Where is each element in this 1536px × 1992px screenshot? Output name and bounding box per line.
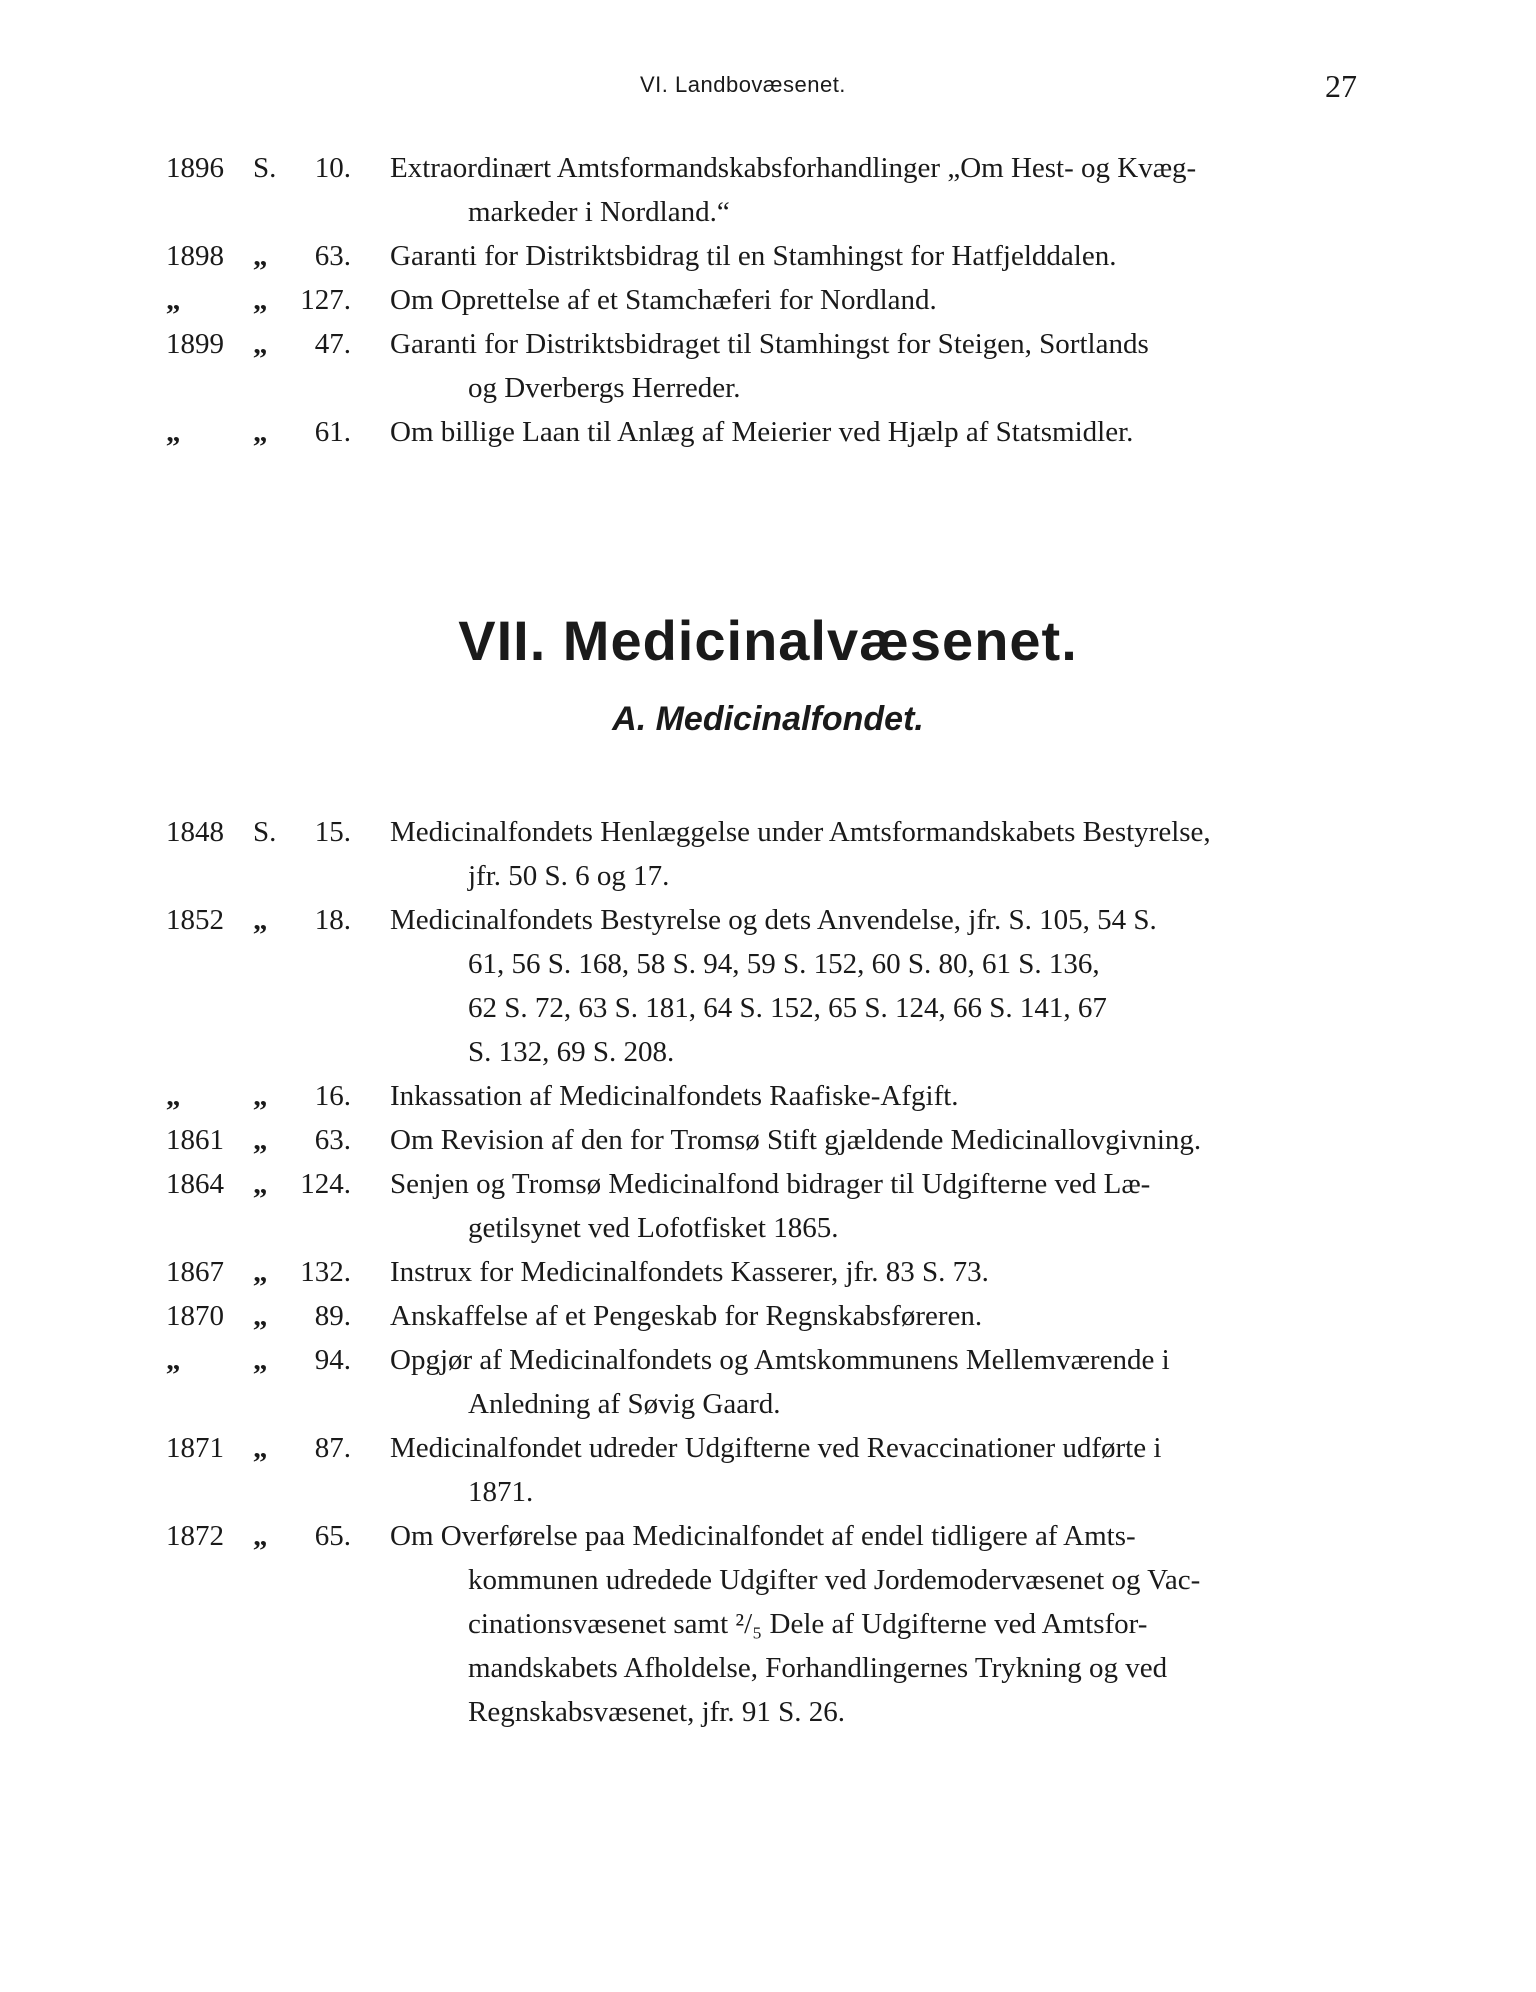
entry-text-line: Regnskabsvæsenet, jfr. 91 S. 26. <box>468 1696 845 1728</box>
list-item <box>0 1250 1536 1294</box>
entry-number: 132. <box>300 1256 351 1288</box>
list-item <box>0 1118 1536 1162</box>
entry-text <box>390 322 1360 410</box>
entry-text <box>390 410 1360 454</box>
entry-text <box>390 1074 1360 1118</box>
entry-number: 65. <box>314 1520 351 1552</box>
entry-session: S. <box>253 816 277 848</box>
entry-text-line: S. 132, 69 S. 208. <box>468 1036 675 1068</box>
entry-session: „ <box>253 240 268 272</box>
entry-text-line: Om Revision af den for Tromsø Stift gjældende Medicinallovgivning. <box>390 1124 1202 1156</box>
entry-number: 10. <box>314 152 351 184</box>
entry-session: „ <box>253 1168 268 1200</box>
list-item <box>0 1426 1536 1514</box>
entry-session: S. <box>253 152 277 184</box>
entry-text-line: Senjen og Tromsø Medicinalfond bidrager til Udgifterne ved Læ- <box>390 1168 1151 1200</box>
entry-number: 63. <box>314 240 351 272</box>
entry-year: „ <box>166 1080 181 1112</box>
list-item <box>0 146 1536 234</box>
entry-text <box>390 146 1360 234</box>
entry-list-landbovaesenet <box>0 146 1536 454</box>
entry-number: 89. <box>314 1300 351 1332</box>
entry-text <box>390 898 1360 1074</box>
entry-session: „ <box>253 1432 268 1464</box>
entry-text-line: Medicinalfondet udreder Udgifterne ved Revaccinationer udførte i <box>390 1432 1162 1464</box>
list-item <box>0 234 1536 278</box>
entry-text-line: og Dverbergs Herreder. <box>468 372 741 404</box>
entry-text-line: jfr. 50 S. 6 og 17. <box>468 860 670 892</box>
entry-session: „ <box>253 1520 268 1552</box>
entry-number: 16. <box>314 1080 351 1112</box>
list-item <box>0 1162 1536 1250</box>
entry-session: „ <box>253 416 268 448</box>
entry-number: 47. <box>314 328 351 360</box>
list-item <box>0 898 1536 1074</box>
entry-text-line: 61, 56 S. 168, 58 S. 94, 59 S. 152, 60 S. 80, 61 S. 136, <box>468 948 1100 980</box>
entry-text <box>390 1118 1360 1162</box>
entry-text-line: markeder i Nordland.“ <box>468 196 730 228</box>
entry-number: 15. <box>314 816 351 848</box>
entry-text-line: Inkassation af Medicinalfondets Raafiske-Afgift. <box>390 1080 959 1112</box>
entry-year: „ <box>166 416 181 448</box>
entry-year: 1898 <box>166 240 224 272</box>
entry-text-line: Om Oprettelse af et Stamchæferi for Nordland. <box>390 284 937 316</box>
entry-text-line: Garanti for Distriktsbidrag til en Stamhingst for Hatfjelddalen. <box>390 240 1117 272</box>
entry-number: 18. <box>314 904 351 936</box>
entry-year: 1871 <box>166 1432 224 1464</box>
entry-text <box>390 1338 1360 1426</box>
entry-text-line: Anskaffelse af et Pengeskab for Regnskabsføreren. <box>390 1300 983 1332</box>
entry-year: 1872 <box>166 1520 224 1552</box>
entry-text-line: 62 S. 72, 63 S. 181, 64 S. 152, 65 S. 124, 66 S. 141, 67 <box>468 992 1107 1024</box>
entry-year: 1848 <box>166 816 224 848</box>
entry-text <box>390 234 1360 278</box>
list-item <box>0 1338 1536 1426</box>
list-item <box>0 1074 1536 1118</box>
entry-text-line: Om Overførelse paa Medicinalfondet af endel tidligere af Amts- <box>390 1520 1136 1552</box>
entry-text <box>390 1250 1360 1294</box>
entry-text <box>390 278 1360 322</box>
list-item <box>0 1514 1536 1734</box>
subsection-title: A. Medicinalfondet. <box>612 700 924 738</box>
entry-year: 1852 <box>166 904 224 936</box>
entry-year: 1870 <box>166 1300 224 1332</box>
entry-text-line: Garanti for Distriktsbidraget til Stamhingst for Steigen, Sortlands <box>390 328 1149 360</box>
entry-text-line: Medicinalfondets Bestyrelse og dets Anvendelse, jfr. S. 105, 54 S. <box>390 904 1157 936</box>
entry-session: „ <box>253 1256 268 1288</box>
entry-list-medicinalfondet <box>0 810 1536 1734</box>
entry-year: 1899 <box>166 328 224 360</box>
entry-text-line: kommunen udredede Udgifter ved Jordemodervæsenet og Vac- <box>468 1564 1201 1596</box>
entry-session: „ <box>253 904 268 936</box>
list-item <box>0 810 1536 898</box>
entry-year: 1867 <box>166 1256 224 1288</box>
entry-year: 1864 <box>166 1168 224 1200</box>
entry-text-line: cinationsvæsenet samt ²/₅ Dele af Udgifterne ved Amtsfor- <box>468 1608 1148 1640</box>
list-item <box>0 410 1536 454</box>
entry-text-line: Opgjør af Medicinalfondets og Amtskommunens Mellemværende i <box>390 1344 1170 1376</box>
entry-session: „ <box>253 1124 268 1156</box>
entry-text <box>390 1514 1360 1734</box>
entry-year: „ <box>166 284 181 316</box>
entry-text <box>390 810 1360 898</box>
entry-text <box>390 1162 1360 1250</box>
page-header <box>0 68 1536 112</box>
entry-text <box>390 1426 1360 1514</box>
section-title: VII. Medicinalvæsenet. <box>458 609 1078 672</box>
list-item <box>0 1294 1536 1338</box>
list-item <box>0 278 1536 322</box>
entry-number: 127. <box>300 284 351 316</box>
list-item <box>0 322 1536 410</box>
entry-text-line: Anledning af Søvig Gaard. <box>468 1388 781 1420</box>
entry-session: „ <box>253 328 268 360</box>
entry-text-line: Extraordinært Amtsformandskabsforhandlinger „Om Hest- og Kvæg- <box>390 152 1197 184</box>
running-title: VI. Landbovæsenet. <box>640 72 846 97</box>
entry-text-line: Om billige Laan til Anlæg af Meierier ved Hjælp af Statsmidler. <box>390 416 1134 448</box>
entry-year: „ <box>166 1344 181 1376</box>
entry-number: 63. <box>314 1124 351 1156</box>
entry-text <box>390 1294 1360 1338</box>
entry-number: 124. <box>300 1168 351 1200</box>
entry-text-line: getilsynet ved Lofotfisket 1865. <box>468 1212 839 1244</box>
entry-session: „ <box>253 1080 268 1112</box>
entry-text-line: 1871. <box>468 1476 534 1508</box>
entry-text-line: mandskabets Afholdelse, Forhandlingernes Trykning og ved <box>468 1652 1168 1684</box>
entry-year: 1896 <box>166 152 224 184</box>
entry-number: 61. <box>314 416 351 448</box>
entry-session: „ <box>253 284 268 316</box>
entry-year: 1861 <box>166 1124 224 1156</box>
page-number: 27 <box>1325 68 1357 104</box>
entry-number: 87. <box>314 1432 351 1464</box>
entry-text-line: Instrux for Medicinalfondets Kasserer, jfr. 83 S. 73. <box>390 1256 989 1288</box>
entry-session: „ <box>253 1344 268 1376</box>
entry-text-line: Medicinalfondets Henlæggelse under Amtsformandskabets Bestyrelse, <box>390 816 1211 848</box>
entry-session: „ <box>253 1300 268 1332</box>
entry-number: 94. <box>314 1344 351 1376</box>
